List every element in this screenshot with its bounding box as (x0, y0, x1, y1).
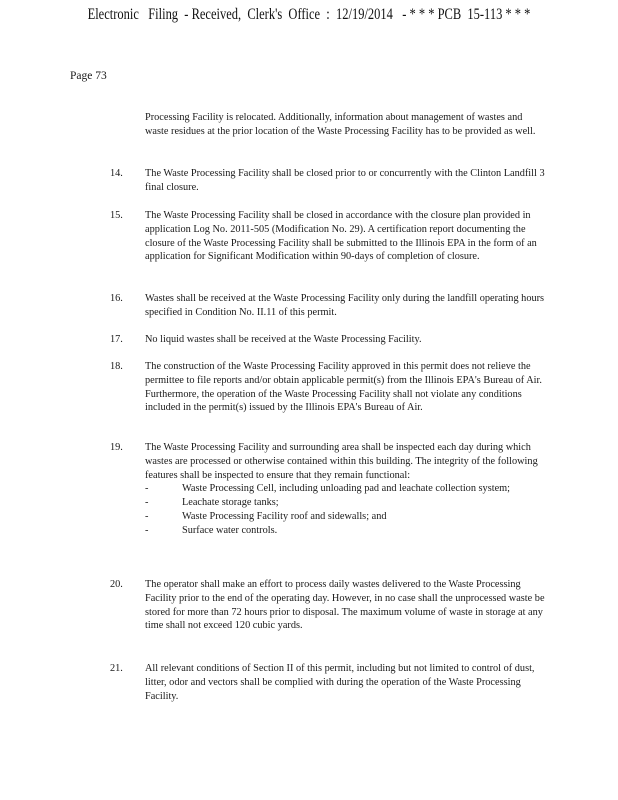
inspection-subitem (145, 524, 545, 538)
item-number: 17. (110, 334, 123, 345)
item-text: The operator shall make an effort to process daily wastes delivered to the Waste Processing Facility prior to the end of the operating day. However, in no case shall the unprocessed waste be stored for more than 72 hours prior to disposal. The maximum volume of waste in storage at any time shall not exceed 120 cubic yards. (145, 579, 545, 632)
item-text: The Waste Processing Facility shall be closed in accordance with the closure plan provided in application Log No. 2011-505 (Modification No. 29). A certification report documenting the closure of the Waste Processing Facility shall be submitted to the Illinois EPA in the form of an application for Significant Modification within 90-days of completion of closure. (145, 210, 537, 263)
inspection-subitem (145, 482, 545, 496)
continuation-paragraph: Processing Facility is relocated. Additionally, information about management of wastes and waste residues at the prior location of the Waste Processing Facility has to be provided as well. (145, 112, 536, 137)
item-number: 14. (110, 168, 123, 179)
item-text: The Waste Processing Facility and surrounding area shall be inspected each day during which wastes are processed or otherwise contained within this building. The integrity of the following features shall be inspected to ensure that they remain functional: (145, 442, 538, 481)
item-text: No liquid wastes shall be received at the Waste Processing Facility. (145, 334, 422, 345)
dash-bullet: - (145, 483, 149, 495)
subitem-text: Leachate storage tanks; (182, 497, 279, 509)
dash-bullet: - (145, 524, 149, 536)
subitem-text: Waste Processing Facility roof and sidewalls; and (182, 510, 387, 522)
dash-bullet: - (145, 510, 149, 522)
item-text: All relevant conditions of Section II of this permit, including but not limited to control of dust, litter, odor and vectors shall be complied with during the operation of the Waste Processing Facility. (145, 663, 535, 702)
item-number: 16. (110, 293, 123, 304)
item-number: 15. (110, 210, 123, 221)
item-text: Wastes shall be received at the Waste Processing Facility only during the landfill operating hours specified in Condition No. II.11 of this permit. (145, 293, 545, 318)
page-number: Page 73 (70, 70, 107, 82)
inspection-subitem (145, 510, 545, 524)
item-number: 21. (110, 663, 123, 674)
item-number: 18. (110, 361, 123, 372)
inspection-subitem (145, 496, 545, 510)
item-number: 20. (110, 579, 123, 590)
filing-stamp-header: Electronic Filing - Received, Clerk's Office : 12/19/2014 - * * * PCB 15-113 * * * (87, 6, 531, 23)
item-number: 19. (110, 442, 123, 453)
item-text: The Waste Processing Facility shall be closed prior to or concurrently with the Clinton Landfill 3 final closure. (145, 168, 545, 193)
subitem-text: Waste Processing Cell, including unloading pad and leachate collection system; (182, 483, 511, 495)
item-text: The construction of the Waste Processing Facility approved in this permit does not relieve the permittee to file reports and/or obtain applicable permit(s) from the Illinois EPA's Bureau of Air. Furthermore, the operation of the Waste Processing Facility shall not violate any conditions included in the permit(s) issued by the Illinois EPA's Bureau of Air. (145, 361, 542, 414)
dash-bullet: - (145, 497, 149, 509)
subitem-text: Surface water controls. (182, 524, 278, 536)
